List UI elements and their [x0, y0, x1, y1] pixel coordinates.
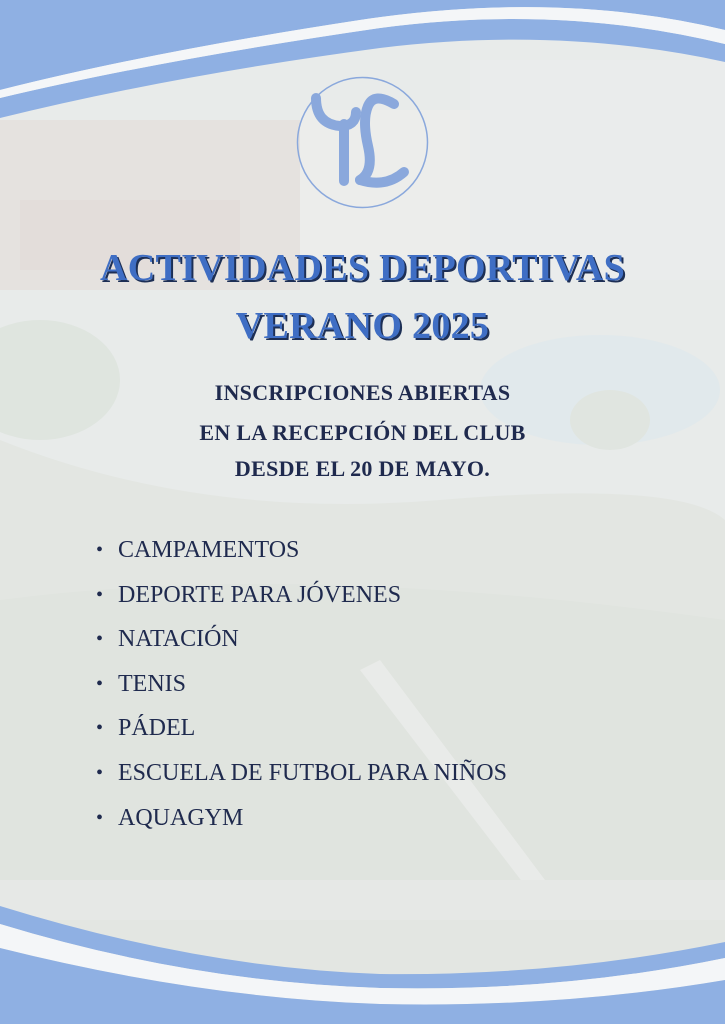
list-item [96, 800, 507, 845]
club-monogram-logo [296, 76, 429, 209]
activity-label: PÁDEL [118, 715, 196, 742]
activities-list [96, 532, 507, 844]
bullet-dot-icon: • [96, 628, 104, 651]
activity-label: ESCUELA DE FUTBOL PARA NIÑOS [118, 759, 507, 786]
activity-label: AQUAGYM [118, 804, 244, 831]
bullet-dot-icon: • [96, 672, 104, 695]
list-item [96, 666, 507, 711]
bullet-dot-icon: • [96, 761, 104, 784]
activity-label: DEPORTE PARA JÓVENES [118, 581, 402, 608]
title-line-1: ACTIVIDADES DEPORTIVAS [99, 247, 626, 289]
bullet-dot-icon: • [96, 717, 104, 740]
activity-label: CAMPAMENTOS [118, 537, 300, 563]
subtitle-line-1: INSCRIPCIONES ABIERTAS [214, 380, 511, 405]
activity-label: TENIS [118, 670, 186, 697]
bottom-wave-decoration [0, 884, 725, 1024]
subtitle-line-2: EN LA RECEPCIÓN DEL CLUB [199, 420, 526, 445]
bullet-dot-icon: • [96, 583, 104, 606]
bullet-dot-icon: • [96, 539, 104, 561]
title-line-2: VERANO 2025 [235, 305, 490, 347]
list-item [96, 621, 507, 666]
list-item [96, 532, 507, 577]
activity-label: NATACIÓN [118, 626, 239, 653]
list-item [96, 755, 507, 800]
list-item [96, 710, 507, 755]
list-item [96, 577, 507, 622]
subtitle-line-3: DESDE EL 20 DE MAYO. [234, 456, 491, 481]
bullet-dot-icon: • [96, 806, 104, 829]
